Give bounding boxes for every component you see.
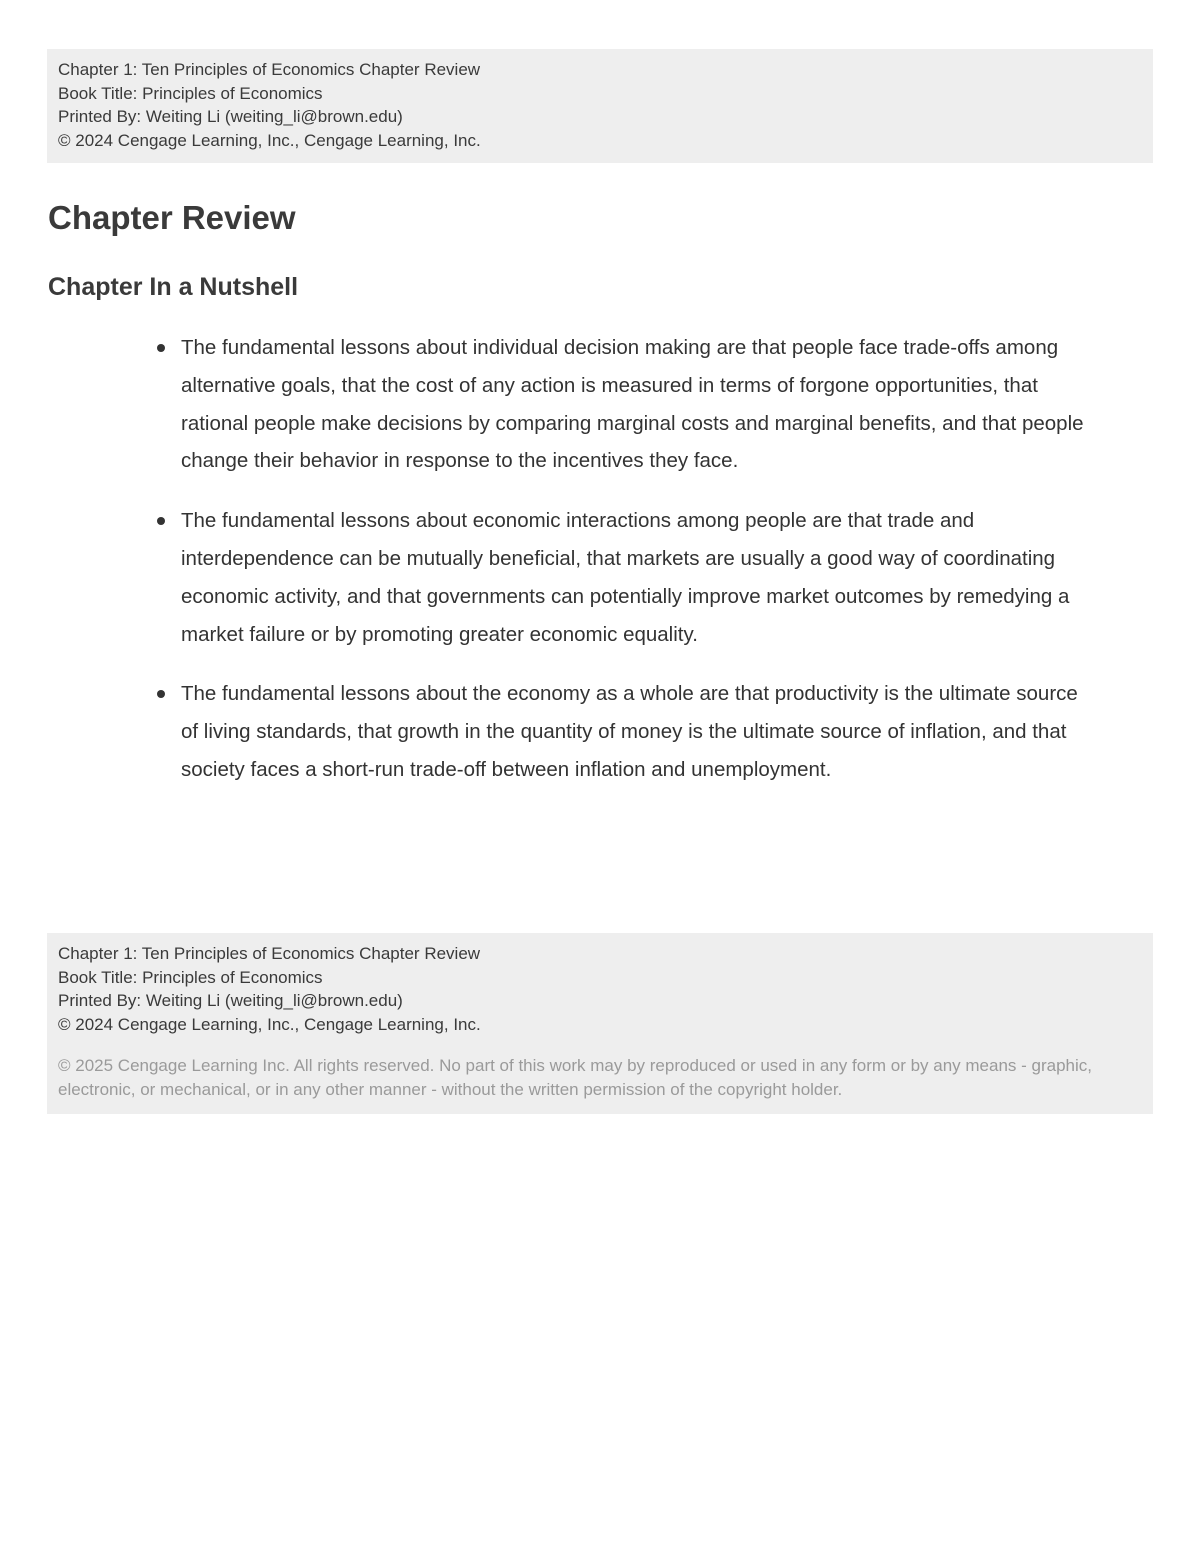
page-title: Chapter Review bbox=[48, 199, 296, 236]
footer-copyright-line: © 2024 Cengage Learning, Inc., Cengage Learning, Inc. bbox=[58, 1014, 481, 1034]
footer-book-title-line: Book Title: Principles of Economics bbox=[58, 967, 323, 987]
footer-printed-by-line: Printed By: Weiting Li (weiting_li@brown.edu) bbox=[58, 991, 403, 1010]
bullet-dot-icon bbox=[157, 517, 165, 525]
header-book-title-line: Book Title: Principles of Economics bbox=[58, 83, 323, 103]
bullet-dot-icon bbox=[157, 690, 165, 698]
bullet-dot-icon bbox=[157, 344, 165, 352]
summary-bullet-item bbox=[181, 502, 1086, 653]
footer-info-box bbox=[47, 933, 1153, 1114]
copyright-notice: © 2025 Cengage Learning Inc. All rights reserved. No part of this work may by reproduced or used in any form or by any means - graphic, electronic, or mechanical, or in any other manner - without the written permission of the copyright holder. bbox=[58, 1056, 1092, 1099]
summary-bullet-item bbox=[181, 329, 1086, 480]
summary-bullet-list bbox=[181, 329, 1086, 811]
header-chapter-line: Chapter 1: Ten Principles of Economics Chapter Review bbox=[58, 60, 481, 79]
footer-chapter-line: Chapter 1: Ten Principles of Economics Chapter Review bbox=[58, 944, 481, 963]
summary-bullet-text: The fundamental lessons about the economy as a whole are that productivity is the ultimate source of living standards, that growth in the quantity of money is the ultimate source of inflation, and that society faces a short-run trade-off between inflation and unemployment. bbox=[181, 682, 1078, 781]
section-title: Chapter In a Nutshell bbox=[48, 273, 299, 301]
header-info-box bbox=[47, 49, 1153, 163]
summary-bullet-item bbox=[181, 675, 1086, 788]
header-copyright-line: © 2024 Cengage Learning, Inc., Cengage Learning, Inc. bbox=[58, 130, 481, 150]
summary-bullet-text: The fundamental lessons about individual decision making are that people face trade-offs among alternative goals, that the cost of any action is measured in terms of forgone opportunities, that rational people make decisions by comparing marginal costs and marginal benefits, and that people change their behavior in response to the incentives they face. bbox=[181, 336, 1084, 473]
header-printed-by-line: Printed By: Weiting Li (weiting_li@brown.edu) bbox=[58, 107, 403, 126]
summary-bullet-text: The fundamental lessons about economic interactions among people are that trade and interdependence can be mutually beneficial, that markets are usually a good way of coordinating economic activity, and that governments can potentially improve market outcomes by remedying a market failure or by promoting greater economic equality. bbox=[181, 509, 1070, 646]
